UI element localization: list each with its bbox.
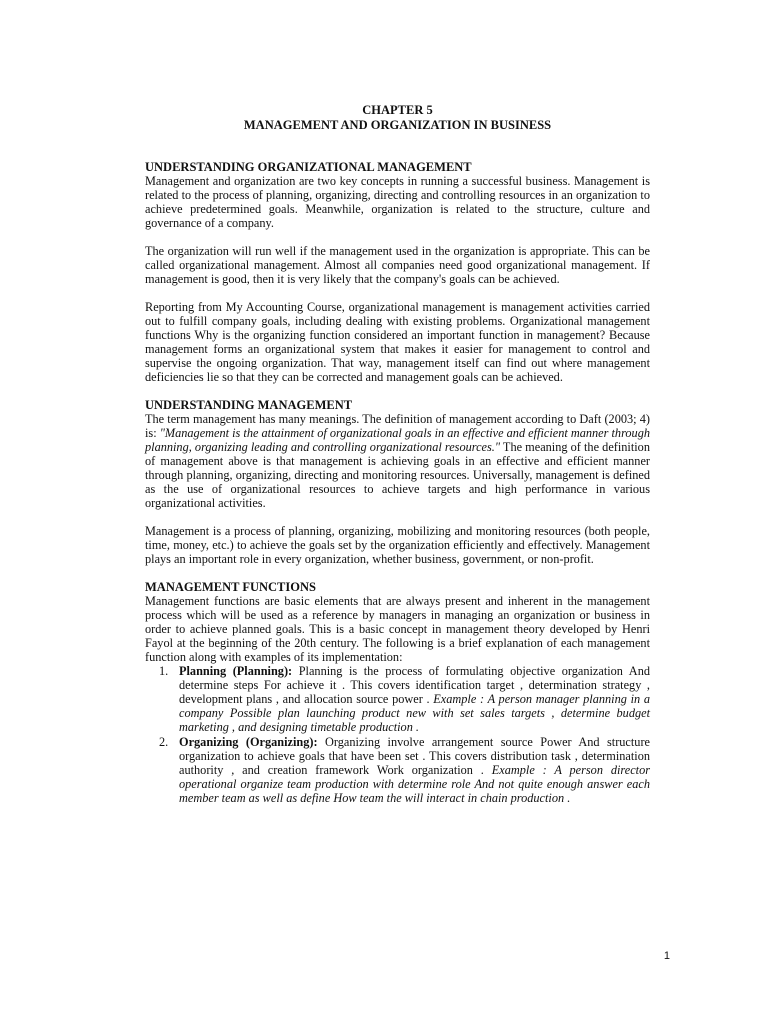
definition-intro: The term management has many meanings. The definition of management according to Daft (2003; 4) is: (145, 412, 650, 440)
chapter-header (145, 103, 650, 133)
paragraph: Management is a process of planning, organizing, mobilizing and monitoring resources (both people, time, money, etc.) to achieve the goals set by the organization efficiently and effectively. Management plays an important role in every organization, whether business, government, or non-profit. (145, 524, 650, 566)
paragraph: Management and organization are two key concepts in running a successful business. Management is related to the process of planning, organizing, directing and controlling resources in an organization to achieve predetermined goals. Meanwhile, organization is related to the structure, culture and governance of a company. (145, 174, 650, 230)
section-heading-functions: MANAGEMENT FUNCTIONS (145, 580, 316, 594)
function-text: Planning is the process of formulating objective organization And determine steps For achieve it . This covers identification target , determination strategy , development plans , and allocation source power . (179, 664, 650, 706)
function-term: Organizing (Organizing): (179, 735, 318, 749)
function-example: Example : A person director operational organize team production with determine role And not quite enough answer each member team as well as define How team the will interact in chain production . (179, 763, 650, 805)
paragraph-definition (145, 412, 650, 510)
paragraph: Reporting from My Accounting Course, organizational management is management activities carried out to fulfill company goals, including dealing with existing problems. Organizational management functions Why is the organizing function considered an important function in management? Because management forms an organizational system that makes it easier for management to control and supervise the ongoing organization. That way, management itself can find out where management deficiencies lie so that they can be corrected and management goals can be achieved. (145, 300, 650, 384)
function-example: Example : A person manager planning in a company Possible plan launching product new with set sales targets , determine budget marketing , and designing timetable production . (179, 692, 650, 734)
paragraph: The organization will run well if the management used in the organization is appropriate. This can be called organizational management. Almost all companies need good organizational management. If management is good, then it is very likely that the company's goals can be achieved. (145, 244, 650, 286)
page-number: 1 (663, 950, 670, 962)
chapter-number: CHAPTER 5 (362, 103, 433, 117)
list-number: 2. (159, 735, 169, 749)
section-heading-mgmt: UNDERSTANDING MANAGEMENT (145, 398, 353, 412)
function-term: Planning (Planning): (179, 664, 293, 678)
definition-explanation: The meaning of the definition of management above is that management is achieving goals in an effective and efficient manner through planning, organizing, directing and monitoring resources. Universally, management is defined as the use of organizational resources to achieve targets and high performance in various organizational activities. (145, 440, 650, 510)
section-heading-org-mgmt: UNDERSTANDING ORGANIZATIONAL MANAGEMENT (145, 160, 472, 174)
daft-quote: "Management is the attainment of organizational goals in an effective and efficient manner through planning, organizing leading and controlling organizational resources." (145, 426, 650, 454)
chapter-title: MANAGEMENT AND ORGANIZATION IN BUSINESS (243, 118, 552, 132)
list-number: 1. (159, 664, 169, 678)
functions-list (145, 664, 650, 805)
function-text: Organizing involve arrangement source Power And structure organization to achieve goals that have been set . This covers distribution task , determination authority , and creation framework Work organization . (179, 735, 651, 777)
paragraph: Management functions are basic elements that are always present and inherent in the management process which will be used as a reference by managers in managing an organization or business in order to achieve planned goals. This is a basic concept in management theory developed by Henri Fayol at the beginning of the 20th century. The following is a brief explanation of each management function along with examples of its implementation: (145, 594, 650, 664)
document-body (145, 160, 650, 806)
list-item (145, 664, 650, 734)
list-item (145, 735, 650, 805)
